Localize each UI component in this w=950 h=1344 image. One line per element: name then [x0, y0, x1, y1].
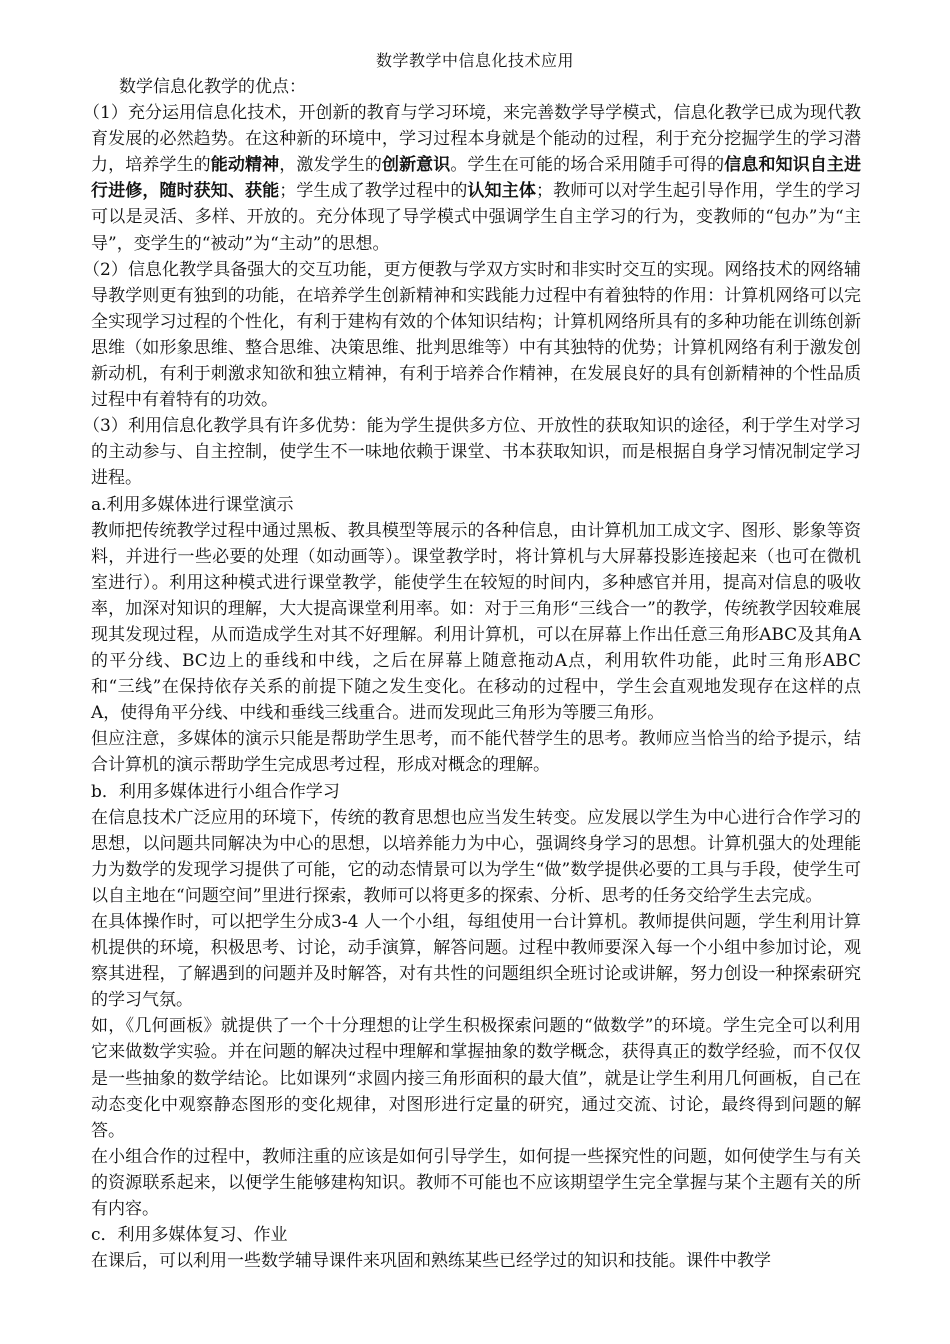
text-segment: ；教师可以对学生起引导作用，学生的学习可以是灵活、多样、开放的。充分体现了导学模式中强调学生自主学习的行为，变教师的“包办”为“主导”，变学生的“被动”为“主动”的思想。 — [91, 181, 862, 254]
paragraph-b-1: 在信息技术广泛应用的环境下，传统的教育思想也应当发生转变。应发展以学生为中心进行合作学习的思想，以问题共同解决为中心的思想，以培养能力为中心，强调终身学习的思想。计算机强大的处理能力为数学的发现学习提供了可能，它的动态情景可以为学生“做”数学提供必要的工具与手段，使学生可以自主地在“问题空间”里进行探索，教师可以将更多的探索、分析、思考的任务交给学生去完成。 — [91, 807, 861, 906]
paragraph-a-1: 教师把传统教学过程中通过黑板、教具模型等展示的各种信息，由计算机加工成文字、图形、影象等资料，并进行一些必要的处理（如动画等）。课堂教学时，将计算机与大屏幕投影连接起来（也可在微机室进行）。利用这种模式进行课堂教学，能使学生在较短的时间内，多种感官并用，提高对信息的吸收率，加深对知识的理解，大大提高课堂利用率。如：对于三角形“三线合一”的教学，传统教学因较难展现其发现过程，从而造成学生对其不好理解。利用计算机，可以在屏幕上作出任意三角形ABC及其角A的平分线、BC边上的垂线和中线，之后在屏幕上随意拖动A点，利用软件功能，此时三角形ABC 和“三线”在保持依存关系的前提下随之发生变化。在移动的过程中，学生会直观地发现存在这样的点A，使得角平分线、中线和垂线三线重合。进而发现此三角形为等腰三角形。 — [91, 520, 895, 724]
intro-paragraph: 数学信息化教学的优点： — [119, 77, 306, 97]
section-heading-a: a.利用多媒体进行课堂演示 — [91, 494, 294, 515]
paragraph-2: （2）信息化教学具备强大的交互功能，更方便教与学双方实时和非实时交互的实现。网络技术的网络辅导教学则更有独到的功能，在培养学生创新精神和实践能力过程中有着独特的作用：计算机网络可以完全实现学习过程的个性化，有利于建构有效的个体知识结构；计算机网络所具有的多种功能在训练创新思维（如形象思维、整合思维、决策思维、批判思维等）中有其独特的优势；计算机网络有利于激发创新动机，有利于刺激求知欲和独立精神，有利于培养合作精神，在发展良好的具有创新精神的个性品质过程中有着特有的功效。 — [83, 259, 861, 411]
bold-phrase: 能动精神 — [210, 155, 280, 176]
section-heading-b: b．利用多媒体进行小组合作学习 — [91, 781, 340, 802]
paragraph-3: （3）利用信息化教学具有许多优势：能为学生提供多方位、开放性的获取知识的途径，利于学生对学习的主动参与、自主控制，使学生不一味地依赖于课堂、书本获取知识，而是根据自身学习情况制定学习进程。 — [83, 416, 861, 489]
bold-phrase: 信息和知识自主进行进修，随时获知、获能 — [91, 155, 862, 202]
text-segment: ；学生成了教学过程中的 — [279, 181, 468, 202]
text-segment: （1）充分运用信息化技术，开创新的教育与学习环境，来完善数学导学模式，信息化教学已成为现代教育发展的必然趋势。在这种新的环境中，学习过程本身就是个能动的过程，利于充分挖掘学生的学习潜力，培养学生的 — [83, 103, 861, 176]
bold-phrase: 创新意识 — [381, 155, 451, 176]
paragraph-b-2: 在具体操作时，可以把学生分成3-4 人一个小组，每组使用一台计算机。教师提供问题，学生利用计算机提供的环境，积极思考、讨论，动手演算，解答问题。过程中教师要深入每一个小组中参加讨论，观察其进程，了解遇到的问题并及时解答，对有共性的问题组织全班讨论或讲解，努力创设一种探索研究的学习气氛。 — [91, 912, 861, 1011]
paragraph-c-1: 在课后，可以利用一些数学辅导课件来巩固和熟练某些已经学过的知识和技能。课件中教学 — [91, 1251, 771, 1272]
document-body — [83, 74, 895, 1274]
text-segment: 。学生在可能的场合采用随手可得的 — [450, 155, 725, 176]
paragraph-b-4: 在小组合作的过程中，教师注重的应该是如何引导学生，如何提一些探究性的问题，如何使学生与有关的资源联系起来，以便学生能够建构知识。教师不可能也不应该期望学生完全掌握与某个主题有关的所有内容。 — [91, 1146, 861, 1220]
paragraph-b-3: 如，《几何画板》就提供了一个十分理想的让学生积极探索问题的“做数学”的环境。学生完全可以利用它来做数学实验。并在问题的解决过程中理解和掌握抽象的数学概念，获得真正的数学经验，而不仅仅是一些抽象的数学结论。比如课列“求圆内接三角形面积的最大值”，就是让学生利用几何画板，自己在动态变化中观察静态图形的变化规律，对图形进行定量的研究，通过交流、讨论，最终得到问题的解答。 — [91, 1016, 861, 1141]
bold-phrase: 认知主体 — [467, 181, 536, 202]
section-heading-c: c．利用多媒体复习、作业 — [91, 1225, 288, 1246]
paragraph-1 — [83, 100, 862, 257]
text-segment: ，激发学生的 — [279, 155, 382, 176]
page-title: 数学教学中信息化技术应用 — [375, 51, 574, 70]
paragraph-a-2: 但应注意，多媒体的演示只能是帮助学生思考，而不能代替学生的思考。教师应当恰当的给予提示，结合计算机的演示帮助学生完成思考过程，形成对概念的理解。 — [91, 729, 861, 776]
